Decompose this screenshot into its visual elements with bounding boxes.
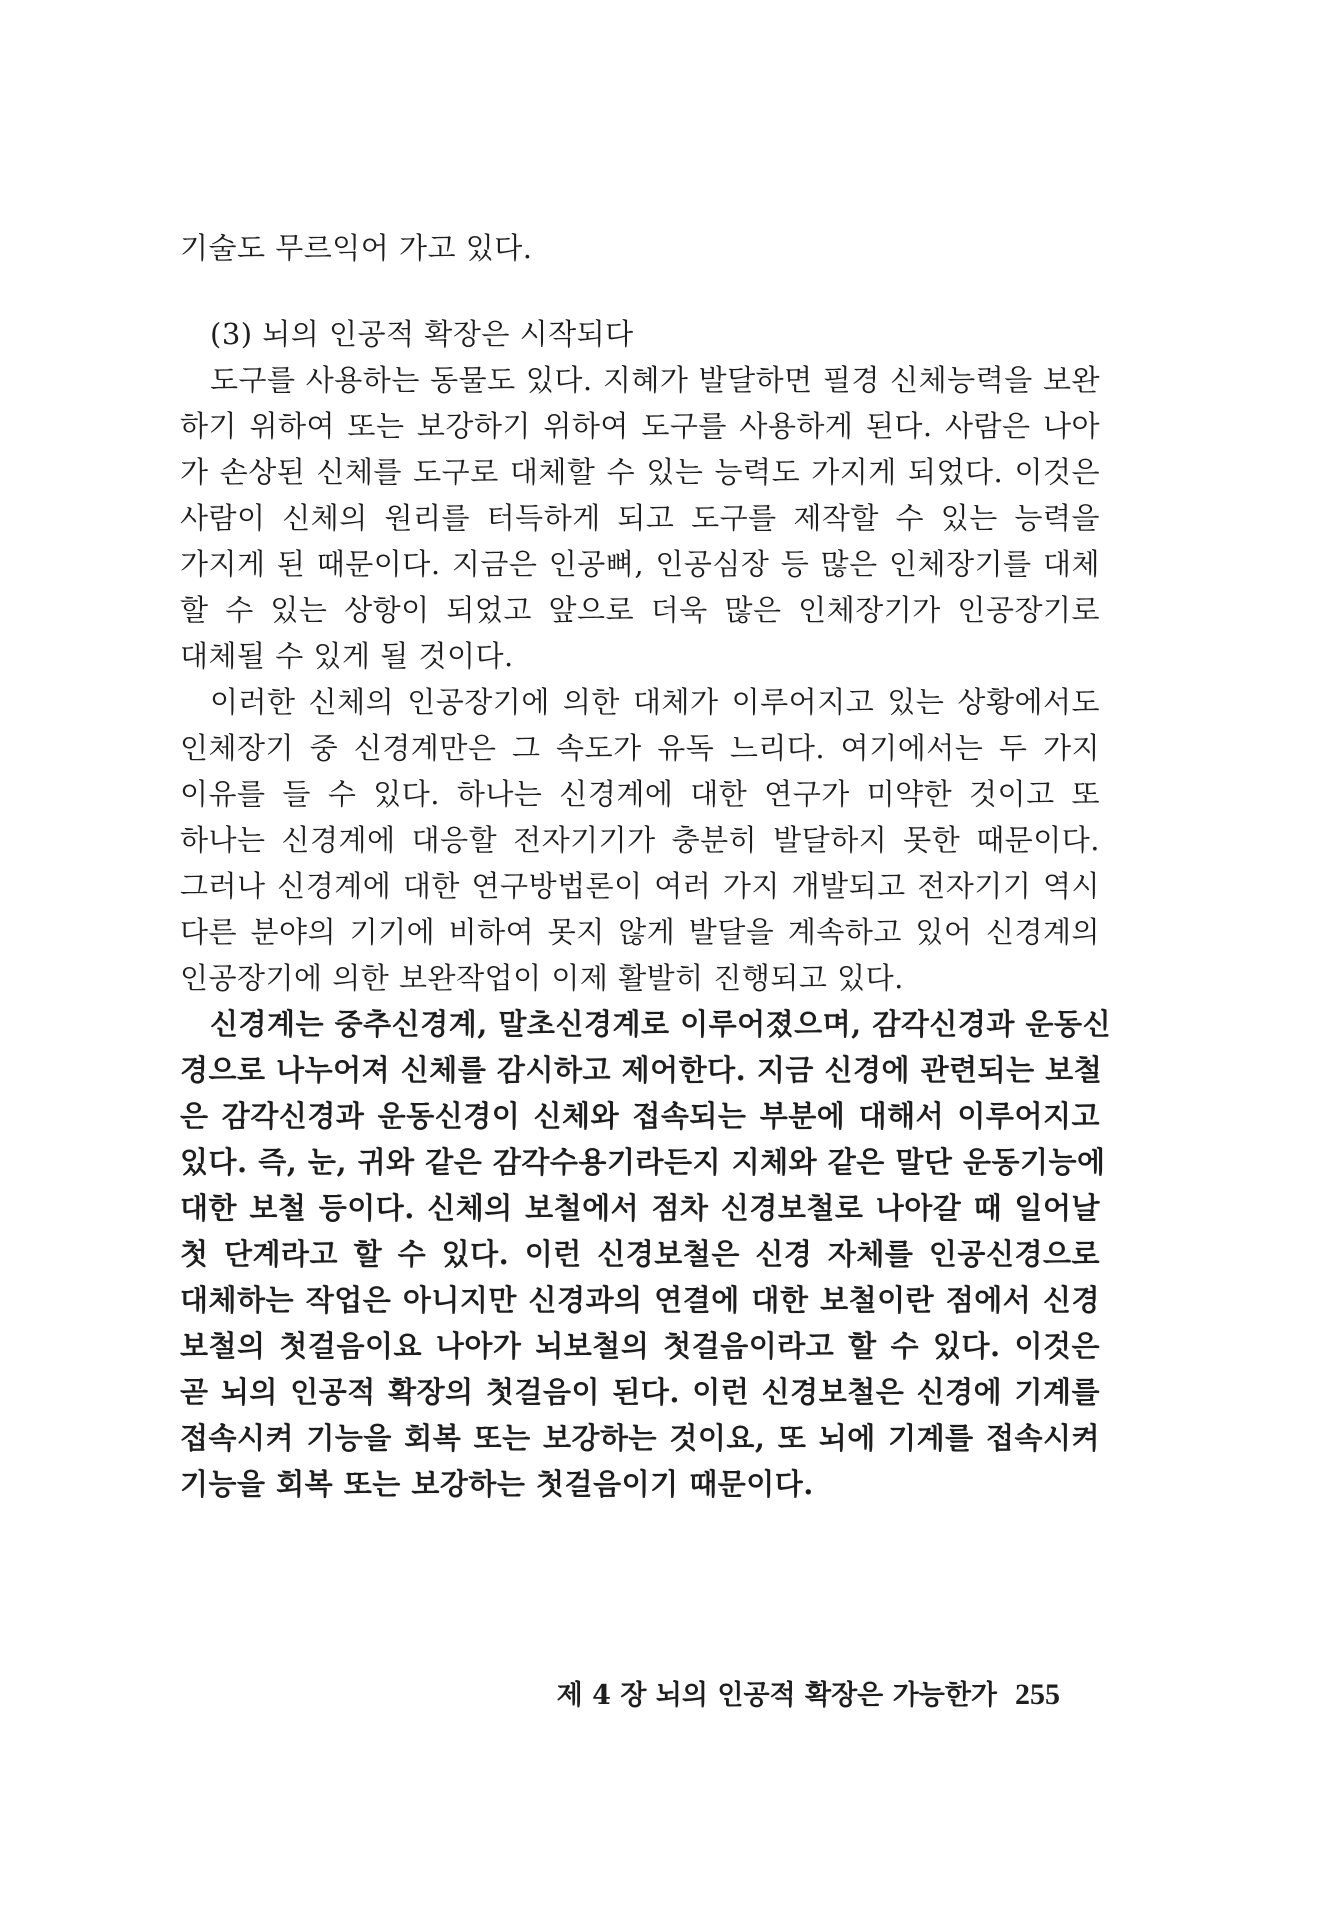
paragraph-line: 대한 보철 등이다. 신체의 보철에서 점차 신경보철로 나아갈 때 일어날 bbox=[180, 1191, 1100, 1225]
running-title: 제 4 장 뇌의 인공적 확장은 가능한가 bbox=[556, 1680, 997, 1711]
paragraph-3 bbox=[180, 1001, 1112, 1507]
paragraph-line: 가 손상된 신체를 도구로 대체할 수 있는 능력도 가지게 되었다. 이것은 bbox=[180, 455, 1100, 489]
paragraph-line: 하기 위하여 또는 보강하기 위하여 도구를 사용하게 된다. 사람은 나아 bbox=[180, 409, 1100, 443]
paragraph-line: 이유를 들 수 있다. 하나는 신경계에 대한 연구가 미약한 것이고 또 bbox=[180, 777, 1100, 811]
paragraph-line: 은 감각신경과 운동신경이 신체와 접속되는 부분에 대해서 이루어지고 bbox=[180, 1099, 1100, 1133]
paragraph-line: 가지게 된 때문이다. 지금은 인공뼈, 인공심장 등 많은 인체장기를 대체 bbox=[180, 547, 1100, 581]
paragraph-line: 하나는 신경계에 대응할 전자기기가 충분히 발달하지 못한 때문이다. bbox=[180, 823, 1100, 857]
paragraph-line: 대체하는 작업은 아니지만 신경과의 연결에 대한 보철이란 점에서 신경 bbox=[180, 1283, 1100, 1317]
paragraph-line: 접속시켜 기능을 회복 또는 보강하는 것이요, 또 뇌에 기계를 접속시켜 bbox=[180, 1421, 1100, 1455]
paragraph-line: 첫 단계라고 할 수 있다. 이런 신경보철은 신경 자체를 인공신경으로 bbox=[180, 1237, 1100, 1271]
paragraph-line: 사람이 신체의 원리를 터득하게 되고 도구를 제작할 수 있는 능력을 bbox=[180, 501, 1100, 535]
paragraph-line: 보철의 첫걸음이요 나아가 뇌보철의 첫걸음이라고 할 수 있다. 이것은 bbox=[180, 1329, 1100, 1363]
paragraph-line: 인체장기 중 신경계만은 그 속도가 유독 느리다. 여기에서는 두 가지 bbox=[180, 731, 1100, 765]
paragraph-gap bbox=[180, 271, 1100, 311]
paragraph-line: 기능을 회복 또는 보강하는 첫걸음이기 때문이다. bbox=[180, 1467, 814, 1501]
paragraph-line: 그러나 신경계에 대한 연구방법론이 여러 가지 개발되고 전자기기 역시 bbox=[180, 869, 1100, 903]
paragraph-1 bbox=[180, 357, 1100, 679]
paragraph-line: 다른 분야의 기기에 비하여 못지 않게 발달을 계속하고 있어 신경계의 bbox=[180, 915, 1100, 949]
section-heading: (3) 뇌의 인공적 확장은 시작되다 bbox=[210, 317, 634, 351]
paragraph-line: 할 수 있는 상항이 되었고 앞으로 더욱 많은 인체장기가 인공장기로 bbox=[180, 593, 1100, 627]
paragraph-line: 이러한 신체의 인공장기에 의한 대체가 이루어지고 있는 상황에서도 bbox=[210, 685, 1100, 719]
paragraph-line: 경으로 나누어져 신체를 감시하고 제어한다. 지금 신경에 관련되는 보철 bbox=[180, 1053, 1103, 1087]
page-number: 255 bbox=[1015, 1678, 1060, 1711]
paragraph-2 bbox=[180, 679, 1100, 1001]
paragraph-line: 있다. 즉, 눈, 귀와 같은 감각수용기라든지 지체와 같은 말단 운동기능에 bbox=[180, 1145, 1106, 1179]
paragraph-line: 대체될 수 있게 될 것이다. bbox=[180, 639, 514, 673]
body-text bbox=[180, 225, 1112, 1507]
paragraph-line: 신경계는 중추신경계, 말초신경계로 이루어졌으며, 감각신경과 운동신 bbox=[210, 1007, 1112, 1041]
paragraph-line: 도구를 사용하는 동물도 있다. 지혜가 발달하면 필경 신체능력을 보완 bbox=[210, 363, 1100, 397]
intro-line: 기술도 무르익어 가고 있다. bbox=[180, 231, 533, 265]
page-footer bbox=[557, 1675, 1060, 1716]
paragraph-line: 곧 뇌의 인공적 확장의 첫걸음이 된다. 이런 신경보철은 신경에 기계를 bbox=[180, 1375, 1100, 1409]
paragraph-line: 인공장기에 의한 보완작업이 이제 활발히 진행되고 있다. bbox=[180, 961, 904, 995]
